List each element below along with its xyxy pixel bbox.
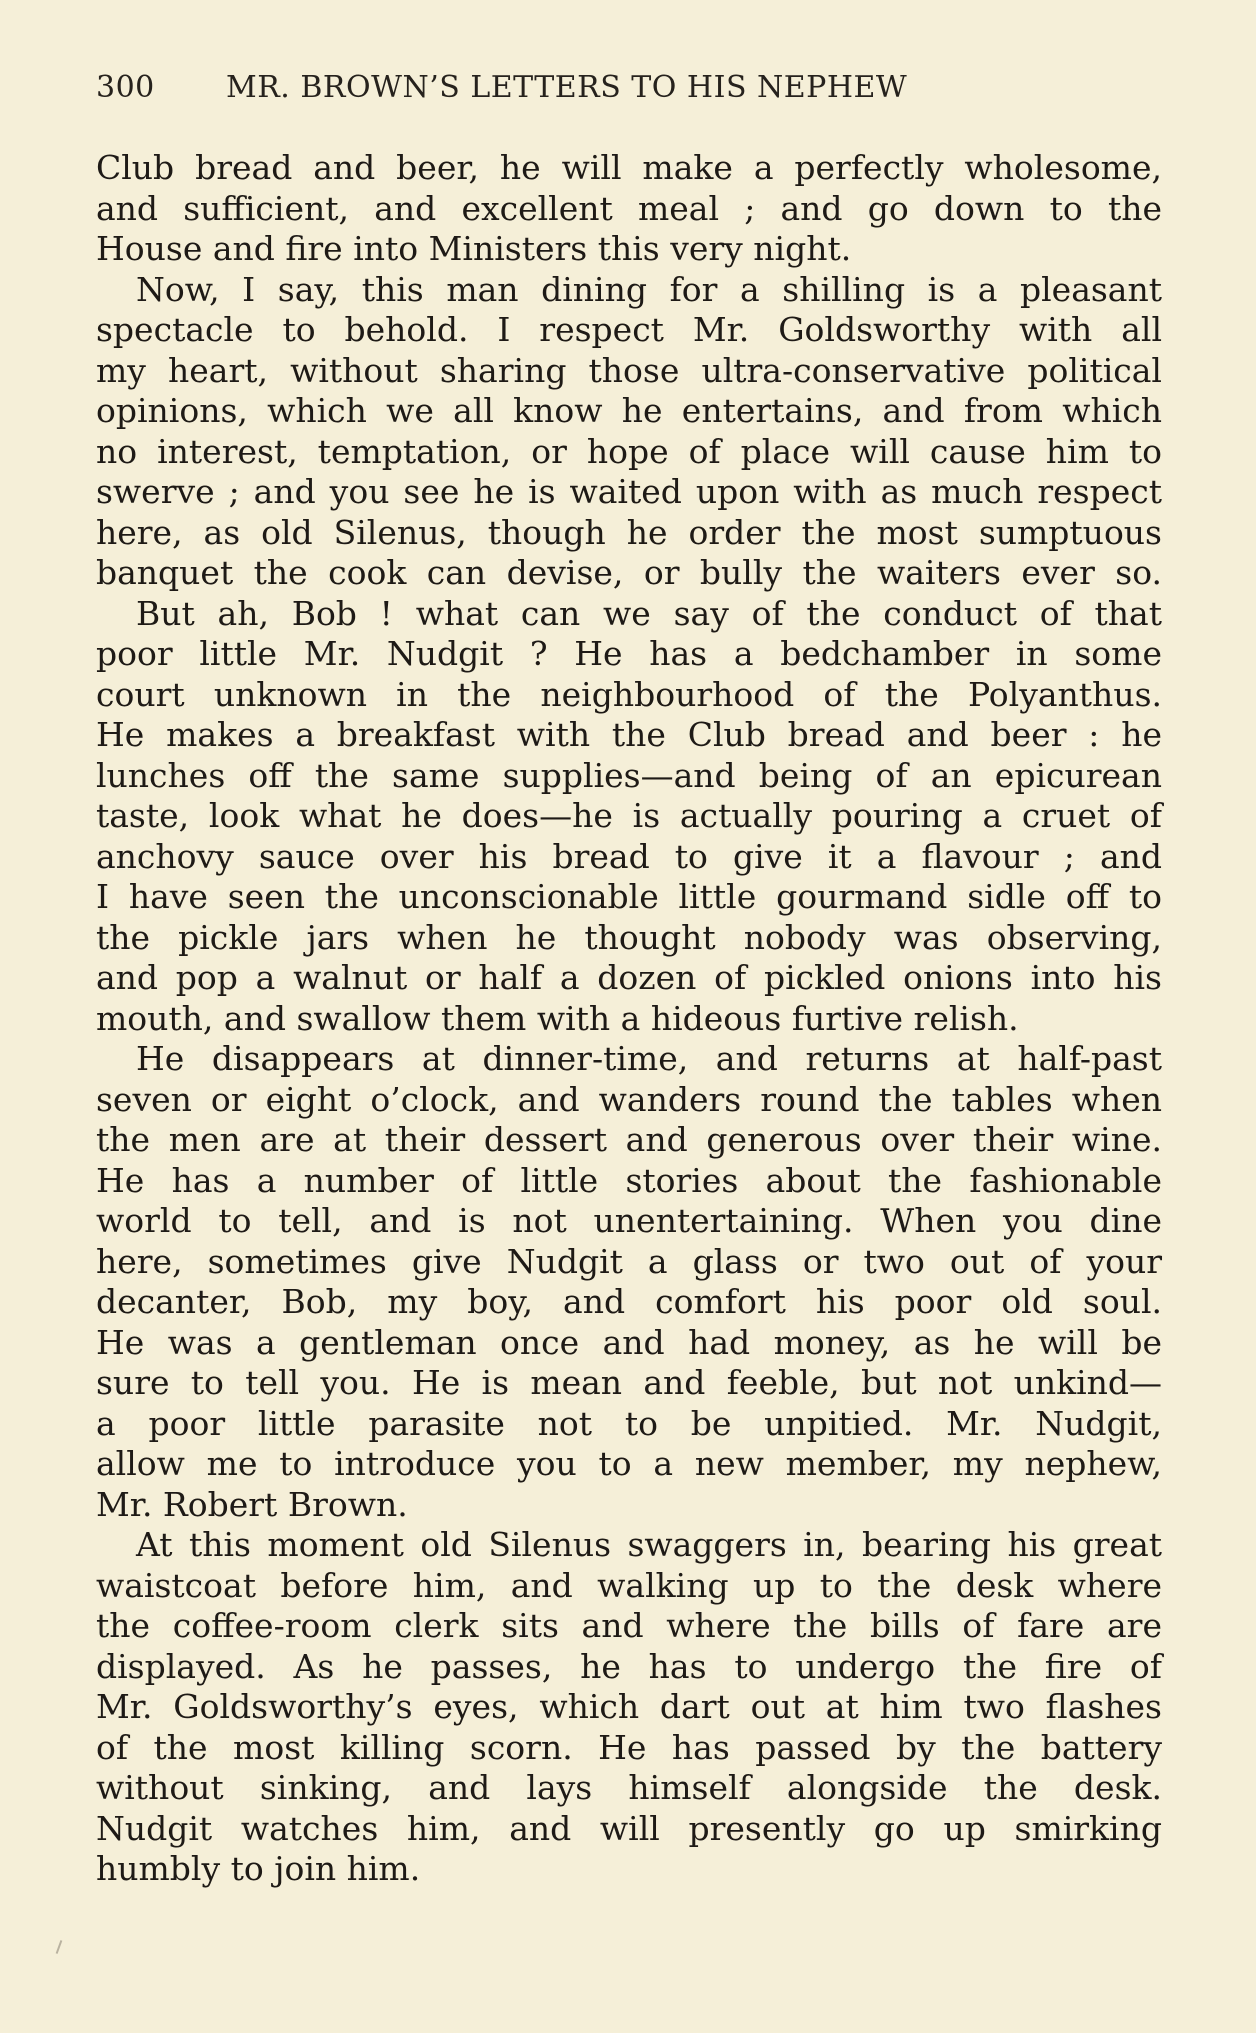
text-line: court unknown in the neighbourhood of the Polyanthus.	[96, 674, 1162, 714]
running-title: MR. BROWN’S LETTERS TO HIS NEPHEW	[226, 70, 908, 105]
text-line: and pop a walnut or half a dozen of pickled onions into his	[96, 958, 1162, 997]
book-page	[96, 0, 1162, 2033]
text-line: anchovy sauce over his bread to give it a flavour ; and	[96, 836, 1162, 876]
paragraph	[96, 1039, 1162, 1525]
text-line: At this moment old Silenus swaggers in, bearing his great	[136, 1525, 1162, 1564]
text-line: the pickle jars when he thought nobody was observing,	[96, 917, 1162, 957]
page-number: 300	[96, 70, 155, 105]
paragraph	[96, 148, 1162, 270]
text-line: without sinking, and lays himself alongside the desk.	[96, 1768, 1162, 1807]
running-head	[96, 70, 1162, 105]
paragraph	[96, 1525, 1162, 1890]
text-line: here, as old Silenus, though he order the most sumptuous	[96, 512, 1162, 552]
text-line: my heart, without sharing those ultra-conservative political	[96, 350, 1162, 390]
text-line: world to tell, and is not unentertaining. When you dine	[96, 1201, 1162, 1240]
text-line: Club bread and beer, he will make a perfectly wholesome,	[96, 148, 1162, 187]
text-line: spectacle to behold. I respect Mr. Goldsworthy with all	[96, 310, 1162, 349]
body-text	[96, 148, 1162, 1890]
text-line: He makes a breakfast with the Club bread and beer : he	[96, 715, 1162, 754]
text-line: He disappears at dinner-time, and returns at half-past	[136, 1039, 1162, 1078]
text-line: of the most killing scorn. He has passed by the battery	[96, 1727, 1162, 1767]
text-line: banquet the cook can devise, or bully the waiters ever so.	[96, 553, 1162, 592]
text-line: mouth, and swallow them with a hideous furtive relish.	[96, 998, 1019, 1038]
text-line: seven or eight o’clock, and wanders round the tables when	[96, 1079, 1162, 1119]
text-line: displayed. As he passes, he has to undergo the fire of	[96, 1646, 1162, 1686]
text-line: Nudgit watches him, and will presently go up smirking	[96, 1808, 1162, 1848]
paragraph	[96, 594, 1162, 1040]
text-line: poor little Mr. Nudgit ? He has a bedchamber in some	[96, 634, 1162, 673]
text-line: Now, I say, this man dining for a shilling is a pleasant	[136, 269, 1162, 309]
paragraph	[96, 270, 1162, 594]
text-line: He was a gentleman once and had money, as he will be	[96, 1322, 1162, 1362]
text-line: decanter, Bob, my boy, and comfort his poor old soul.	[96, 1282, 1162, 1321]
text-line: humbly to join him.	[96, 1849, 421, 1888]
text-line: swerve ; and you see he is waited upon with as much respect	[96, 472, 1162, 511]
text-line: Mr. Goldsworthy’s eyes, which dart out at him two flashes	[96, 1687, 1162, 1726]
text-line: waistcoat before him, and walking up to the desk where	[96, 1565, 1162, 1605]
text-line: no interest, temptation, or hope of place will cause him to	[96, 431, 1162, 471]
text-line: lunches off the same supplies—and being of an epicurean	[96, 755, 1162, 795]
text-line: He has a number of little stories about the fashionable	[96, 1160, 1162, 1200]
text-line: sure to tell you. He is mean and feeble, but not unkind—	[96, 1363, 1162, 1402]
text-line: allow me to introduce you to a new member, my nephew,	[96, 1444, 1162, 1483]
text-line: the men are at their dessert and generous over their wine.	[96, 1120, 1162, 1159]
text-line: But ah, Bob ! what can we say of the conduct of that	[136, 593, 1162, 633]
stray-pencil-mark	[56, 1940, 63, 1954]
text-line: I have seen the unconscionable little gourmand sidle off to	[96, 877, 1162, 916]
text-line: House and fire into Ministers this very night.	[96, 229, 852, 268]
text-line: here, sometimes give Nudgit a glass or two out of your	[96, 1241, 1162, 1281]
text-line: Mr. Robert Brown.	[96, 1484, 408, 1524]
text-line: taste, look what he does—he is actually pouring a cruet of	[96, 796, 1162, 835]
text-line: a poor little parasite not to be unpitied. Mr. Nudgit,	[96, 1403, 1162, 1443]
text-line: and sufficient, and excellent meal ; and go down to the	[96, 188, 1162, 228]
text-line: opinions, which we all know he entertains, and from which	[96, 391, 1162, 430]
text-line: the coffee-room clerk sits and where the bills of fare are	[96, 1606, 1162, 1645]
